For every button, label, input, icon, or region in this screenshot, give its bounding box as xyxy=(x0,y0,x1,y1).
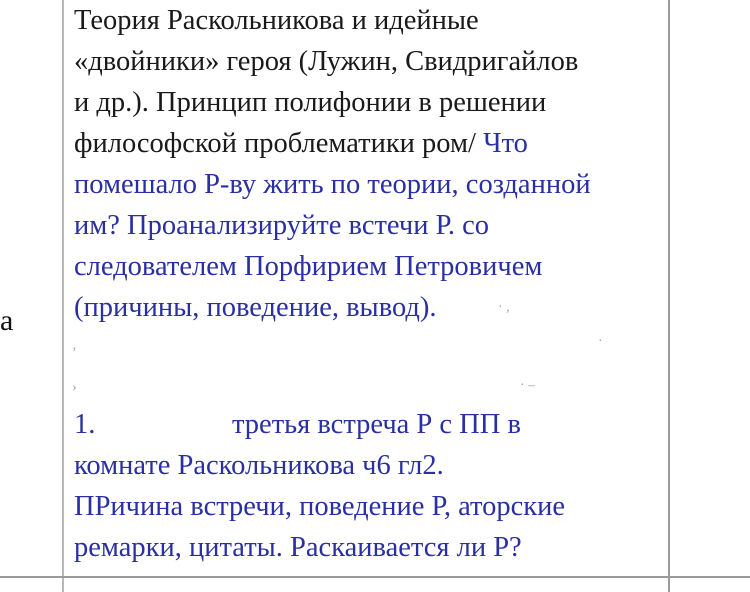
erased-specks: · , xyxy=(498,300,510,315)
text-line-11: комнате Раскольникова ч6 гл2. xyxy=(74,450,444,481)
text-line-4-blue: Что xyxy=(475,128,528,159)
text-line-7: следователем Порфирием Петровичем xyxy=(74,251,543,282)
text-line-4 xyxy=(74,123,664,164)
text-line-12: ПРичина встречи, поведение Р, аторские xyxy=(74,491,565,522)
text-line-13: ремарки, цитаты. Раскаивается ли Р? xyxy=(74,532,522,563)
text-line-6: им? Проанализируйте встечи Р. со xyxy=(74,210,490,241)
erased-specks: · ‒ xyxy=(520,378,536,393)
text-line-2: «двойники» героя (Лужин, Свидригайлов xyxy=(74,46,579,77)
left-column-fragment: а xyxy=(0,304,14,337)
text-line-5: помешало Р-ву жить по теории, созданной xyxy=(74,169,591,200)
text-line-10-left: 1. xyxy=(74,409,96,440)
text-line-4-black: философской проблематики ром/ xyxy=(74,128,476,159)
text-line-8: (причины, поведение, вывод). xyxy=(74,292,437,323)
erased-specks: ‚ xyxy=(72,338,77,353)
table-cell-text xyxy=(74,0,664,328)
erased-specks: · xyxy=(598,334,603,349)
table-bottom-border xyxy=(0,576,750,578)
text-line-3: и др.). Принцип полифонии в решении xyxy=(74,87,547,118)
erased-specks: › xyxy=(72,380,77,395)
text-line-10-right: третья встреча Р с ПП в xyxy=(232,409,521,440)
text-line-1: Теория Раскольникова и идейные xyxy=(74,5,479,36)
